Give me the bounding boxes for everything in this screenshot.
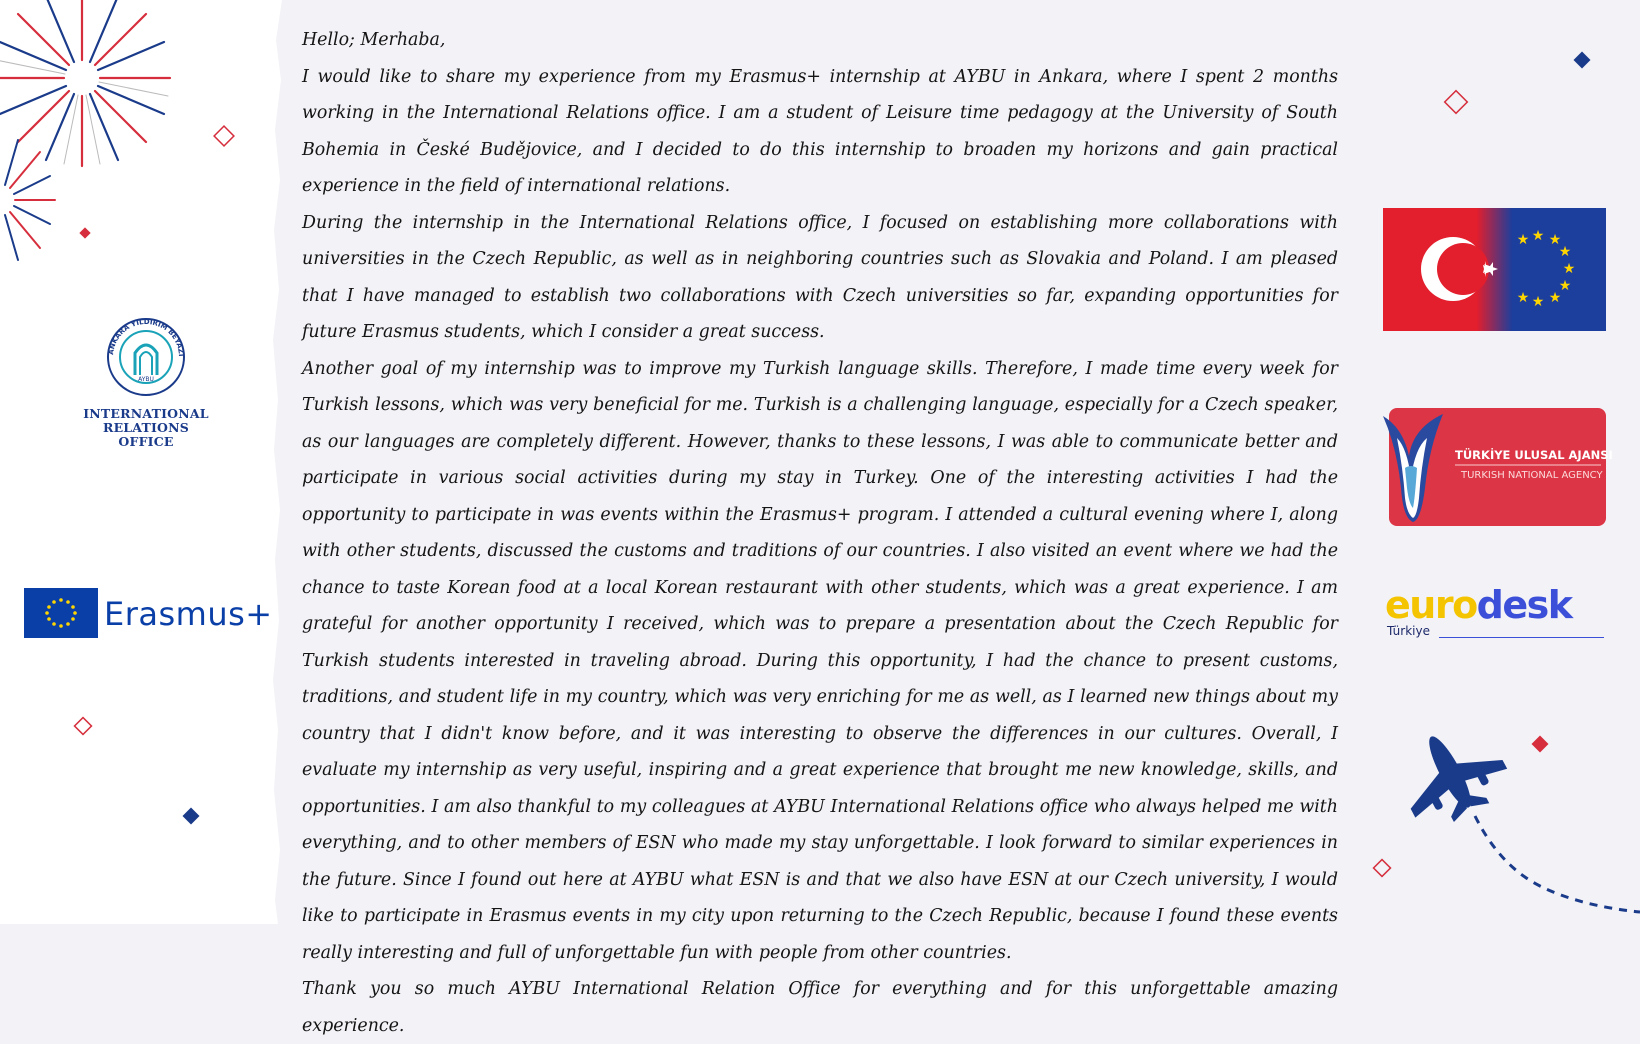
letter-paragraph: Another goal of my internship was to improve my Turkish language skills. Therefore, I made time every week for Turkish lessons, which was very beneficial for me. Turkish is a challenging language, especially for a Czech speaker, as our languages are completely different. However, thanks to these lessons, I was able to communicate better and participate in various social activities during my stay in Turkey. One of the interesting activities I had the opportunity to participate in was events within the Erasmus+ program. I attended a cultural evening where I, along with other students, discussed the customs and traditions of our countries. I also visited an event where we had the chance to taste Korean food at a local Korean restaurant with other students, which was a great experience. I am grateful for another opportunity I received, which was to prepare a presentation about the Czech Republic for Turkish students interested in traveling abroad. During this opportunity, I had the chance to present customs, traditions, and student life in my country, which was very enriching for me as well, as I learned new things about my country that I didn't know before, and it was interesting to observe the differences in our cultures. Overall, I evaluate my internship as very useful, inspiring and a great experience that brought me new knowledge, skills, and opportunities. I am also thankful to my colleagues at AYBU International Relations office who always helped me with everything, and to other members of ESN who made my stay unforgettable. I look forward to similar experiences in the future. Since I found out here at AYBU what ESN is and that we also have ESN at our Czech university, I would like to participate in Erasmus events in my city upon returning to the Czech Republic, because I found these events really interesting and full of unforgettable fun with people from other countries. (302, 358, 1338, 963)
eurodesk-logo (1383, 583, 1606, 640)
letter-body (302, 22, 1338, 1044)
svg-text:★: ★ (1558, 278, 1572, 294)
diamond-icon (212, 124, 236, 148)
dashed-flight-path (1475, 816, 1640, 912)
diamond-icon (78, 226, 92, 240)
tua-logo (1383, 408, 1613, 526)
erasmus-label: Erasmus+ (104, 595, 273, 633)
emblem-inner-text: AYBU (138, 376, 154, 383)
diamond-icon (1370, 856, 1394, 880)
tua-emblem-icon (1383, 408, 1606, 526)
turkey-eu-flag-icon (1383, 208, 1606, 331)
eu-stars-icon (24, 588, 98, 638)
svg-text:★: ★ (1516, 290, 1530, 306)
letter-paragraph: During the internship in the International Relations office, I focused on establishing more collaborations with universities in the Czech Republic, as well as in neighboring countries such as Slovakia and Poland. I am pleased that I have managed to establish two collaborations with Czech universities so far, expanding opportunities for future Erasmus students, which I consider a great success. (302, 212, 1338, 342)
letter-paragraph: Hello; Merhaba, (302, 30, 446, 50)
emblem-arc-text: ANKARA YILDIRIM BEYAZI (107, 317, 186, 357)
airplane-icon (1400, 716, 1640, 924)
erasmus-logo (24, 588, 274, 640)
aybu-emblem-icon (103, 315, 189, 399)
letter-paragraph: Thank you so much AYBU International Relation Office for everything and for this unforgettable amazing experience. (302, 979, 1338, 1036)
svg-text:★: ★ (1531, 228, 1545, 244)
diamond-icon (1442, 88, 1470, 116)
eurodesk-euro: euro (1385, 583, 1477, 627)
svg-text:ANKARA YILDIRIM BEYAZIT UNIVER (103, 315, 185, 357)
iro-line2: OFFICE (118, 434, 174, 449)
svg-text:★: ★ (1558, 244, 1572, 260)
eurodesk-underline (1439, 637, 1604, 638)
eurodesk-subtitle: Türkiye (1387, 624, 1430, 638)
torn-paper-edge (270, 0, 294, 924)
iro-line1: INTERNATIONAL RELATIONS (83, 406, 209, 435)
svg-text:★: ★ (1531, 294, 1545, 310)
tua-subtitle: TURKISH NATIONAL AGENCY (1461, 470, 1603, 481)
tua-title: TÜRKİYE ULUSAL AJANSI (1455, 448, 1613, 462)
diamond-icon (1572, 50, 1592, 70)
svg-text:★: ★ (1548, 232, 1562, 248)
letter-paragraph: I would like to share my experience from my Erasmus+ internship at AYBU in Ankara, where I spent 2 months working in the International Relations office. I am a student of Leisure time pedagogy at the University of South Bohemia in České Budějovice, and I decided to do this internship to broaden my horizons and gain practical experience in the field of international relations. (302, 66, 1338, 196)
diamond-icon (181, 806, 201, 826)
eurodesk-desk: desk (1476, 583, 1572, 627)
svg-text:★: ★ (1516, 232, 1530, 248)
diamond-icon (71, 714, 95, 738)
svg-text:★: ★ (1548, 290, 1562, 306)
iro-logo (40, 315, 252, 449)
svg-text:★: ★ (1562, 261, 1576, 277)
